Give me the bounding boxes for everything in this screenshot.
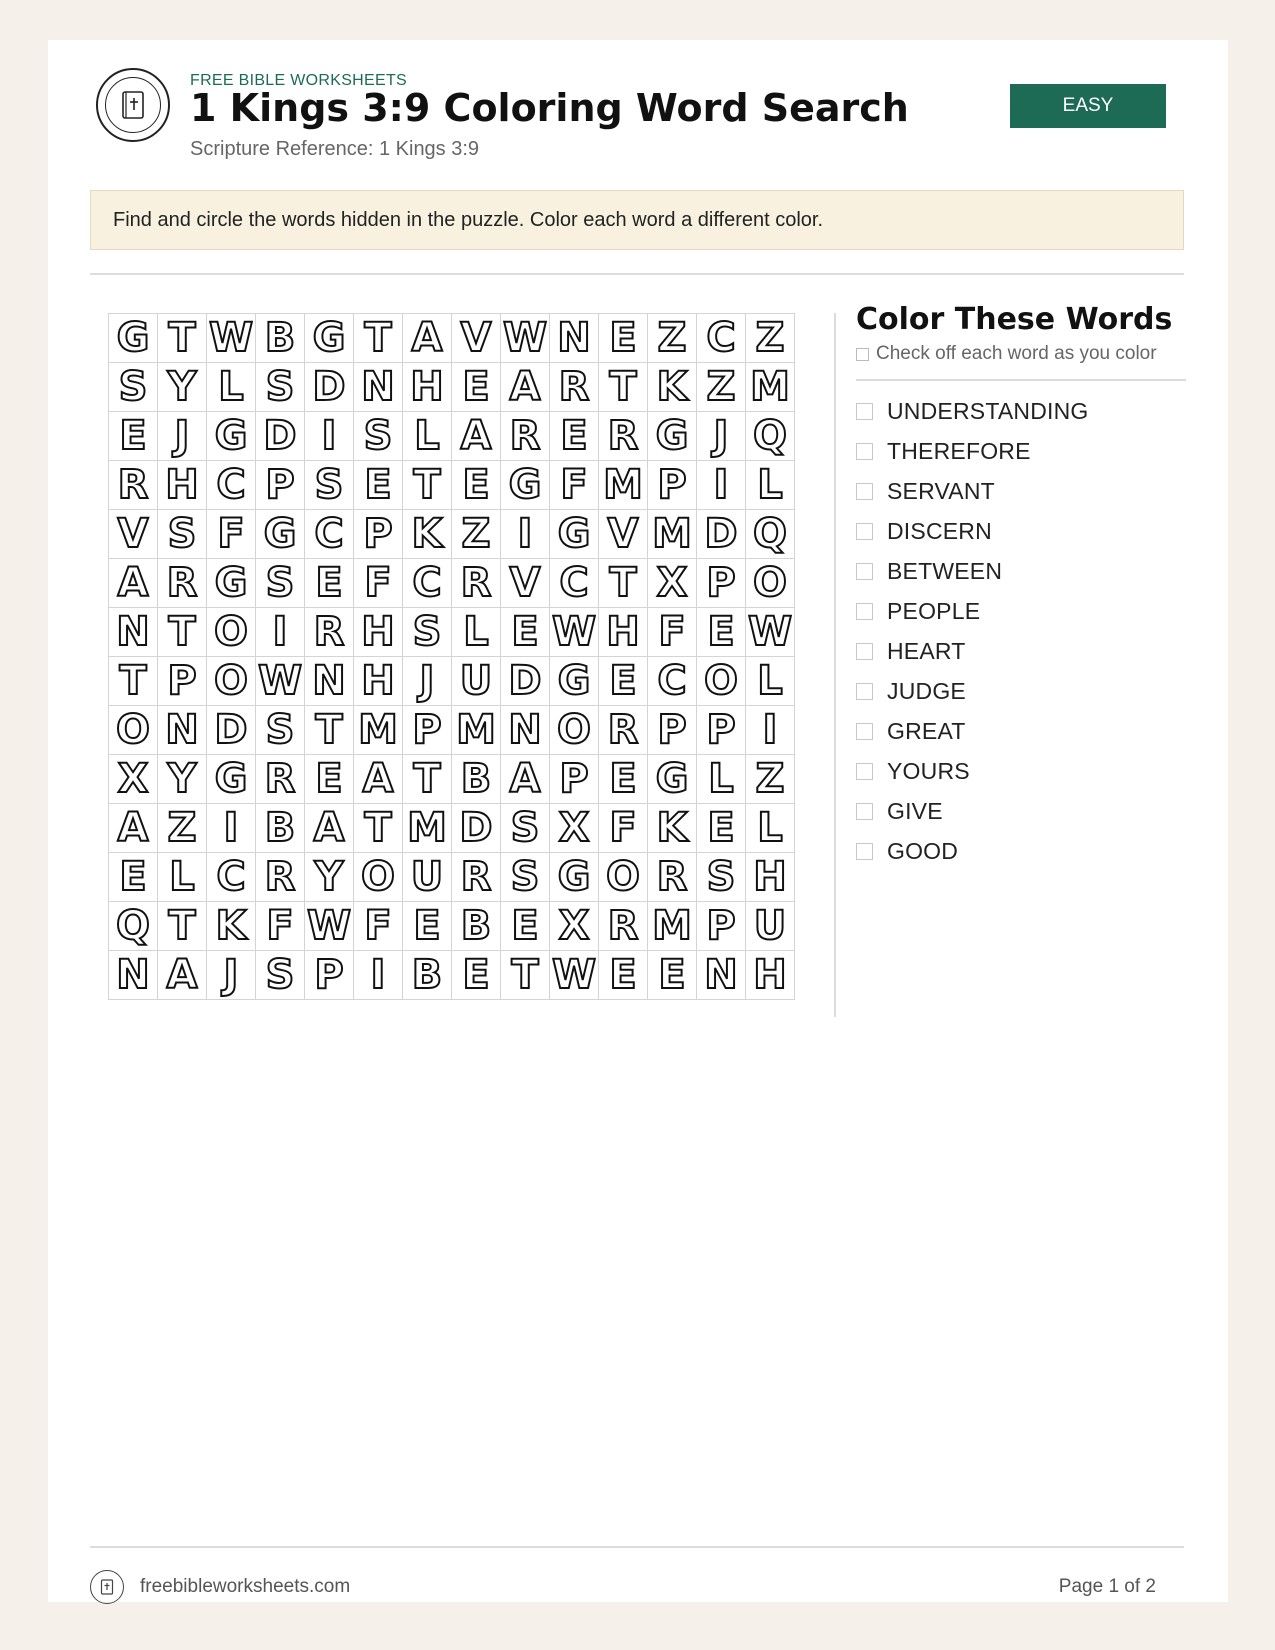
grid-row xyxy=(109,461,795,510)
grid-cell[interactable]: R xyxy=(452,853,501,902)
grid-cell[interactable]: C xyxy=(550,559,599,608)
grid-cell[interactable]: A xyxy=(452,412,501,461)
grid-cell[interactable]: M xyxy=(746,363,795,412)
grid-cell[interactable]: F xyxy=(354,902,403,951)
grid-cell[interactable]: W xyxy=(256,657,305,706)
grid-cell[interactable]: B xyxy=(403,951,452,1000)
grid-cell[interactable]: R xyxy=(305,608,354,657)
word-checkbox[interactable] xyxy=(856,843,873,860)
word-checkbox[interactable] xyxy=(856,683,873,700)
grid-cell[interactable]: Z xyxy=(452,510,501,559)
grid-cell[interactable]: P xyxy=(403,706,452,755)
grid-cell[interactable]: G xyxy=(550,510,599,559)
page-title: 1 Kings 3:9 Coloring Word Search xyxy=(190,86,909,130)
grid-cell[interactable]: B xyxy=(256,804,305,853)
word-list xyxy=(856,391,1186,871)
grid-cell[interactable]: P xyxy=(697,902,746,951)
grid-cell[interactable]: H xyxy=(746,951,795,1000)
grid-cell[interactable]: A xyxy=(354,755,403,804)
grid-cell[interactable]: H xyxy=(354,608,403,657)
divider xyxy=(90,273,1184,275)
grid-cell[interactable]: R xyxy=(256,853,305,902)
grid-cell[interactable]: L xyxy=(403,412,452,461)
word-label: GREAT xyxy=(887,717,966,744)
grid-cell[interactable]: H xyxy=(158,461,207,510)
word-list-item xyxy=(856,431,1186,471)
grid-cell[interactable]: S xyxy=(501,853,550,902)
word-list-item xyxy=(856,391,1186,431)
word-label: BETWEEN xyxy=(887,557,1003,584)
grid-cell[interactable]: O xyxy=(354,853,403,902)
grid-cell[interactable]: Q xyxy=(109,902,158,951)
grid-cell[interactable]: O xyxy=(746,559,795,608)
grid-cell[interactable]: S xyxy=(403,608,452,657)
grid-cell[interactable]: A xyxy=(305,804,354,853)
grid-cell[interactable]: K xyxy=(403,510,452,559)
grid-cell[interactable]: V xyxy=(599,510,648,559)
grid-cell[interactable]: C xyxy=(403,559,452,608)
grid-cell[interactable]: B xyxy=(452,755,501,804)
grid-cell[interactable]: O xyxy=(599,853,648,902)
word-list-subtitle-text: Check off each word as you color xyxy=(876,343,1157,364)
word-checkbox[interactable] xyxy=(856,523,873,540)
grid-cell[interactable]: G xyxy=(550,657,599,706)
grid-cell[interactable]: M xyxy=(648,902,697,951)
grid-row xyxy=(109,706,795,755)
grid-cell[interactable]: S xyxy=(501,804,550,853)
grid-cell[interactable]: I xyxy=(746,706,795,755)
grid-cell[interactable]: Z xyxy=(158,804,207,853)
grid-cell[interactable]: W xyxy=(501,314,550,363)
grid-cell[interactable]: T xyxy=(354,314,403,363)
divider xyxy=(856,379,1186,381)
grid-cell[interactable]: E xyxy=(452,951,501,1000)
grid-cell[interactable]: O xyxy=(109,706,158,755)
grid-cell[interactable]: E xyxy=(599,951,648,1000)
grid-cell[interactable]: L xyxy=(746,657,795,706)
word-label: YOURS xyxy=(887,757,970,784)
grid-cell[interactable]: O xyxy=(697,657,746,706)
word-checkbox[interactable] xyxy=(856,443,873,460)
word-checkbox[interactable] xyxy=(856,483,873,500)
grid-cell[interactable]: G xyxy=(207,412,256,461)
grid-cell[interactable]: Q xyxy=(746,510,795,559)
grid-cell[interactable]: A xyxy=(501,363,550,412)
grid-cell[interactable]: N xyxy=(305,657,354,706)
grid-cell[interactable]: M xyxy=(403,804,452,853)
grid-cell[interactable]: N xyxy=(501,706,550,755)
grid-cell[interactable]: P xyxy=(697,706,746,755)
word-list-panel xyxy=(856,302,1186,871)
grid-cell[interactable]: K xyxy=(648,804,697,853)
grid-cell[interactable]: G xyxy=(207,755,256,804)
grid-cell[interactable]: G xyxy=(648,755,697,804)
grid-cell[interactable]: H xyxy=(599,608,648,657)
grid-cell[interactable]: P xyxy=(550,755,599,804)
grid-cell[interactable]: E xyxy=(599,755,648,804)
difficulty-badge: EASY xyxy=(1010,84,1166,128)
word-label: GIVE xyxy=(887,797,943,824)
grid-cell[interactable]: E xyxy=(109,412,158,461)
grid-cell[interactable]: J xyxy=(697,412,746,461)
grid-row xyxy=(109,363,795,412)
grid-cell[interactable]: M xyxy=(354,706,403,755)
grid-cell[interactable]: Z xyxy=(746,314,795,363)
grid-cell[interactable]: E xyxy=(648,951,697,1000)
grid-cell[interactable]: L xyxy=(746,804,795,853)
word-list-item xyxy=(856,471,1186,511)
grid-cell[interactable]: E xyxy=(403,902,452,951)
grid-cell[interactable]: G xyxy=(550,853,599,902)
grid-row xyxy=(109,853,795,902)
grid-cell[interactable]: T xyxy=(403,755,452,804)
word-list-item xyxy=(856,591,1186,631)
grid-cell[interactable]: Y xyxy=(305,853,354,902)
grid-cell[interactable]: C xyxy=(648,657,697,706)
grid-cell[interactable]: E xyxy=(305,755,354,804)
grid-cell[interactable]: W xyxy=(550,951,599,1000)
grid-cell[interactable]: A xyxy=(109,559,158,608)
grid-cell[interactable]: W xyxy=(746,608,795,657)
grid-cell[interactable]: R xyxy=(452,559,501,608)
grid-cell[interactable]: E xyxy=(452,363,501,412)
vertical-divider xyxy=(834,313,836,1017)
grid-cell[interactable]: I xyxy=(305,412,354,461)
grid-cell[interactable]: V xyxy=(452,314,501,363)
footer-logo-icon xyxy=(90,1570,124,1604)
grid-cell[interactable]: V xyxy=(501,559,550,608)
word-label: DISCERN xyxy=(887,517,992,544)
grid-cell[interactable]: L xyxy=(452,608,501,657)
grid-cell[interactable]: S xyxy=(256,559,305,608)
word-checkbox[interactable] xyxy=(856,403,873,420)
grid-row xyxy=(109,902,795,951)
word-label: UNDERSTANDING xyxy=(887,397,1089,424)
grid-cell[interactable]: I xyxy=(207,804,256,853)
grid-row xyxy=(109,657,795,706)
word-list-title: Color These Words xyxy=(856,302,1173,337)
word-search-grid xyxy=(108,313,795,1000)
grid-cell[interactable]: Y xyxy=(158,755,207,804)
grid-cell[interactable]: Z xyxy=(746,755,795,804)
grid-cell[interactable]: I xyxy=(697,461,746,510)
grid-cell[interactable]: D xyxy=(207,706,256,755)
word-checkbox[interactable] xyxy=(856,803,873,820)
grid-cell[interactable]: U xyxy=(452,657,501,706)
grid-cell[interactable]: X xyxy=(109,755,158,804)
word-list-item xyxy=(856,831,1186,871)
grid-cell[interactable]: T xyxy=(354,804,403,853)
grid-cell[interactable]: E xyxy=(305,559,354,608)
grid-cell[interactable]: G xyxy=(501,461,550,510)
grid-cell[interactable]: T xyxy=(305,706,354,755)
grid-cell[interactable]: H xyxy=(403,363,452,412)
grid-cell[interactable]: P xyxy=(697,559,746,608)
grid-cell[interactable]: D xyxy=(697,510,746,559)
grid-cell[interactable]: S xyxy=(109,363,158,412)
grid-cell[interactable]: S xyxy=(158,510,207,559)
grid-cell[interactable]: I xyxy=(501,510,550,559)
grid-cell[interactable]: A xyxy=(501,755,550,804)
grid-cell[interactable]: R xyxy=(501,412,550,461)
grid-cell[interactable]: N xyxy=(697,951,746,1000)
grid-cell[interactable]: P xyxy=(305,951,354,1000)
word-list-item xyxy=(856,551,1186,591)
grid-cell[interactable]: N xyxy=(158,706,207,755)
brand-label: FREE BIBLE WORKSHEETS xyxy=(190,72,408,89)
grid-row xyxy=(109,510,795,559)
footer-site-url[interactable]: freebibleworksheets.com xyxy=(140,1576,351,1597)
grid-cell[interactable]: P xyxy=(648,706,697,755)
grid-cell[interactable]: X xyxy=(550,902,599,951)
grid-cell[interactable]: C xyxy=(305,510,354,559)
grid-cell[interactable]: D xyxy=(305,363,354,412)
grid-cell[interactable]: T xyxy=(501,951,550,1000)
grid-cell[interactable]: N xyxy=(109,951,158,1000)
grid-cell[interactable]: R xyxy=(599,412,648,461)
grid-row xyxy=(109,755,795,804)
grid-cell[interactable]: R xyxy=(158,559,207,608)
grid-cell[interactable]: G xyxy=(207,559,256,608)
grid-cell[interactable]: U xyxy=(746,902,795,951)
grid-cell[interactable]: B xyxy=(452,902,501,951)
footer-divider xyxy=(90,1546,1184,1548)
checkbox-hint-icon xyxy=(856,348,869,361)
grid-cell[interactable]: S xyxy=(256,951,305,1000)
grid-cell[interactable]: Z xyxy=(697,363,746,412)
grid-cell[interactable]: S xyxy=(697,853,746,902)
grid-cell[interactable]: W xyxy=(305,902,354,951)
grid-cell[interactable]: S xyxy=(354,412,403,461)
grid-cell[interactable]: E xyxy=(354,461,403,510)
word-checkbox[interactable] xyxy=(856,603,873,620)
grid-cell[interactable]: P xyxy=(158,657,207,706)
grid-cell[interactable]: T xyxy=(599,559,648,608)
grid-cell[interactable]: O xyxy=(550,706,599,755)
grid-row xyxy=(109,314,795,363)
word-list-item xyxy=(856,631,1186,671)
grid-cell[interactable]: G xyxy=(648,412,697,461)
grid-cell[interactable]: E xyxy=(599,314,648,363)
grid-cell[interactable]: Z xyxy=(648,314,697,363)
grid-cell[interactable]: T xyxy=(158,608,207,657)
grid-cell[interactable]: J xyxy=(158,412,207,461)
grid-cell[interactable]: E xyxy=(109,853,158,902)
grid-cell[interactable]: U xyxy=(403,853,452,902)
grid-cell[interactable]: R xyxy=(648,853,697,902)
grid-cell[interactable]: E xyxy=(501,608,550,657)
grid-cell[interactable]: W xyxy=(207,314,256,363)
word-label: PEOPLE xyxy=(887,597,981,624)
grid-cell[interactable]: E xyxy=(550,412,599,461)
grid-cell[interactable]: T xyxy=(158,902,207,951)
grid-cell[interactable]: X xyxy=(648,559,697,608)
grid-cell[interactable]: O xyxy=(207,608,256,657)
grid-cell[interactable]: S xyxy=(256,363,305,412)
grid-cell[interactable]: G xyxy=(256,510,305,559)
grid-cell[interactable]: D xyxy=(501,657,550,706)
page-number: Page 1 of 2 xyxy=(1058,1576,1156,1597)
grid-cell[interactable]: C xyxy=(697,314,746,363)
grid-cell[interactable]: G xyxy=(305,314,354,363)
grid-cell[interactable]: E xyxy=(697,804,746,853)
word-list-item xyxy=(856,711,1186,751)
grid-cell[interactable]: W xyxy=(550,608,599,657)
grid-cell[interactable]: M xyxy=(599,461,648,510)
worksheet-page xyxy=(48,40,1228,1602)
grid-cell[interactable]: J xyxy=(207,951,256,1000)
grid-cell[interactable]: E xyxy=(599,657,648,706)
grid-cell[interactable]: F xyxy=(207,510,256,559)
grid-cell[interactable]: A xyxy=(158,951,207,1000)
word-checkbox[interactable] xyxy=(856,563,873,580)
instructions-box xyxy=(90,190,1184,250)
grid-cell[interactable]: I xyxy=(256,608,305,657)
instructions-text: Find and circle the words hidden in the puzzle. Color each word a different color. xyxy=(113,208,824,231)
grid-cell[interactable]: L xyxy=(697,755,746,804)
word-list-item xyxy=(856,671,1186,711)
grid-row xyxy=(109,608,795,657)
grid-cell[interactable]: D xyxy=(452,804,501,853)
grid-cell[interactable]: R xyxy=(599,706,648,755)
word-list-item xyxy=(856,791,1186,831)
grid-cell[interactable]: P xyxy=(354,510,403,559)
grid-cell[interactable]: C xyxy=(207,461,256,510)
grid-cell[interactable]: S xyxy=(256,706,305,755)
grid-cell[interactable]: C xyxy=(207,853,256,902)
grid-cell[interactable]: P xyxy=(256,461,305,510)
word-checkbox[interactable] xyxy=(856,723,873,740)
grid-cell[interactable]: K xyxy=(207,902,256,951)
grid-cell[interactable]: Q xyxy=(746,412,795,461)
word-list-subtitle xyxy=(856,343,1186,365)
grid-cell[interactable]: L xyxy=(746,461,795,510)
grid-cell[interactable]: J xyxy=(403,657,452,706)
grid-cell[interactable]: O xyxy=(207,657,256,706)
grid-cell[interactable]: A xyxy=(109,804,158,853)
grid-cell[interactable]: R xyxy=(256,755,305,804)
grid-row xyxy=(109,412,795,461)
grid-cell[interactable]: R xyxy=(599,902,648,951)
grid-cell[interactable]: N xyxy=(354,363,403,412)
grid-cell[interactable]: L xyxy=(207,363,256,412)
word-checkbox[interactable] xyxy=(856,763,873,780)
word-label: SERVANT xyxy=(887,477,995,504)
word-checkbox[interactable] xyxy=(856,643,873,660)
grid-cell[interactable]: D xyxy=(256,412,305,461)
grid-cell[interactable]: H xyxy=(354,657,403,706)
word-list-item xyxy=(856,751,1186,791)
grid-cell[interactable]: T xyxy=(403,461,452,510)
grid-cell[interactable]: B xyxy=(256,314,305,363)
grid-cell[interactable]: G xyxy=(109,314,158,363)
grid-cell[interactable]: E xyxy=(501,902,550,951)
grid-cell[interactable]: N xyxy=(109,608,158,657)
word-list-item xyxy=(856,511,1186,551)
grid-cell[interactable]: K xyxy=(648,363,697,412)
grid-row xyxy=(109,559,795,608)
grid-cell[interactable]: N xyxy=(550,314,599,363)
site-logo xyxy=(96,68,170,142)
grid-cell[interactable]: A xyxy=(403,314,452,363)
grid-cell[interactable]: E xyxy=(452,461,501,510)
grid-cell[interactable]: T xyxy=(158,314,207,363)
grid-cell[interactable]: R xyxy=(109,461,158,510)
grid-cell[interactable]: F xyxy=(648,608,697,657)
grid-cell[interactable]: R xyxy=(550,363,599,412)
grid-row xyxy=(109,804,795,853)
word-label: GOOD xyxy=(887,837,959,864)
grid-cell[interactable]: P xyxy=(648,461,697,510)
grid-cell[interactable]: E xyxy=(697,608,746,657)
grid-cell[interactable]: X xyxy=(550,804,599,853)
grid-cell[interactable]: V xyxy=(109,510,158,559)
grid-cell[interactable]: Y xyxy=(158,363,207,412)
word-label: THEREFORE xyxy=(887,437,1031,464)
grid-cell[interactable]: L xyxy=(158,853,207,902)
grid-cell[interactable]: F xyxy=(599,804,648,853)
word-label: JUDGE xyxy=(887,677,966,704)
grid-cell[interactable]: M xyxy=(452,706,501,755)
grid-cell[interactable]: F xyxy=(256,902,305,951)
grid-cell[interactable]: M xyxy=(648,510,697,559)
grid-cell[interactable]: T xyxy=(109,657,158,706)
grid-cell[interactable]: I xyxy=(354,951,403,1000)
grid-cell[interactable]: F xyxy=(354,559,403,608)
grid-cell[interactable]: F xyxy=(550,461,599,510)
grid-cell[interactable]: T xyxy=(599,363,648,412)
scripture-reference: Scripture Reference: 1 Kings 3:9 xyxy=(190,138,480,160)
grid-cell[interactable]: H xyxy=(746,853,795,902)
grid-cell[interactable]: S xyxy=(305,461,354,510)
grid-row xyxy=(109,951,795,1000)
word-label: HEART xyxy=(887,637,966,664)
bible-book-icon xyxy=(105,77,161,133)
